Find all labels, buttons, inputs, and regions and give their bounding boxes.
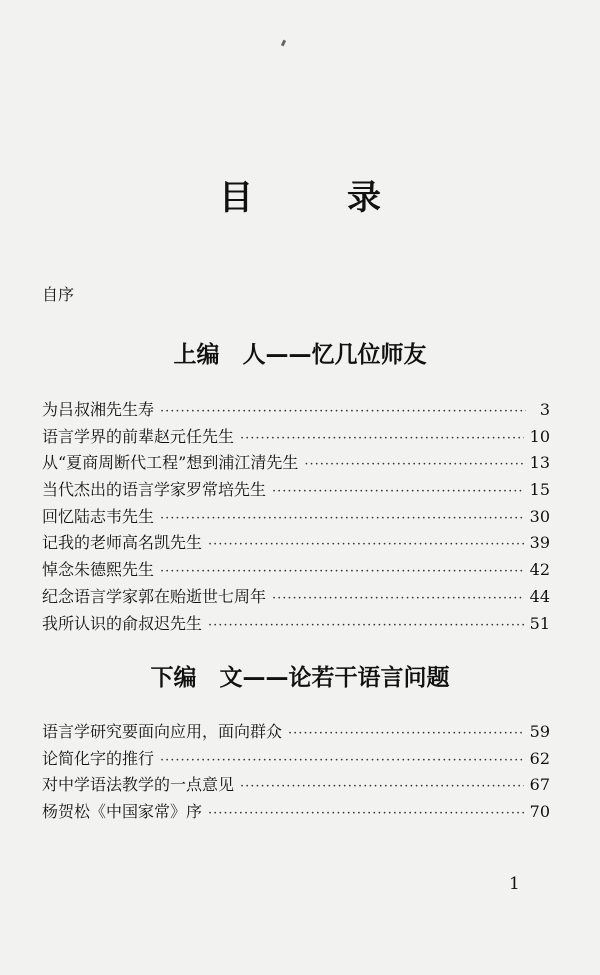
toc-entry-page: 67	[529, 775, 550, 795]
leader-dots	[272, 586, 524, 613]
toc-entry-page: 10	[529, 426, 550, 446]
page-number: 1	[509, 874, 520, 894]
toc-entry	[42, 772, 550, 799]
leader-dots	[272, 479, 524, 506]
leader-dots	[160, 559, 524, 586]
leader-dots	[160, 506, 524, 533]
toc-entry	[42, 611, 550, 638]
toc-entry	[42, 557, 550, 584]
leader-dots	[304, 452, 523, 479]
toc-entry-page: 15	[529, 480, 550, 500]
leader-dots	[240, 426, 524, 453]
toc-entry	[42, 450, 550, 477]
part2-heading: 下编 文——论若干语言问题	[150, 665, 450, 691]
toc-entry	[42, 530, 550, 557]
toc-entry-title: 我所认识的俞叔迟先生	[42, 613, 203, 633]
leader-dots	[208, 801, 524, 828]
toc-entry-title: 纪念语言学家郭在贻逝世七周年	[42, 586, 267, 606]
toc-entry-title: 悼念朱德熙先生	[42, 560, 155, 580]
leader-dots	[288, 721, 524, 748]
toc-entry-page: 39	[529, 533, 550, 553]
leader-dots	[160, 399, 526, 426]
toc-entry-page: 70	[529, 802, 550, 822]
toc-entry-page: 42	[529, 560, 550, 580]
leader-dots	[208, 613, 524, 640]
part2-toc	[42, 719, 550, 826]
toc-entry-title: 语言学界的前辈赵元任先生	[42, 426, 235, 446]
toc-entry-page: 51	[529, 613, 550, 633]
toc-entry	[42, 477, 550, 504]
toc-entry	[42, 504, 550, 531]
toc-entry-title: 语言学研究要面向应用，面向群众	[42, 722, 283, 741]
toc-entry	[42, 746, 550, 773]
toc-entry-page: 44	[529, 586, 550, 606]
toc-entry	[42, 424, 550, 451]
toc-entry-title: 杨贺松《中国家常》序	[42, 802, 203, 822]
leader-dots	[160, 748, 524, 775]
leader-dots	[208, 532, 524, 559]
toc-entry-title: 从“夏商周断代工程”想到浦江清先生	[42, 453, 299, 473]
page-title: 目 录	[219, 178, 411, 218]
toc-entry	[42, 719, 550, 746]
toc-entry-title: 当代杰出的语言学家罗常培先生	[42, 480, 267, 500]
toc-entry-title: 回忆陆志韦先生	[42, 506, 155, 526]
toc-entry-page: 3	[539, 400, 550, 419]
toc-entry-title: 为吕叔湘先生寿	[42, 400, 155, 419]
part1-heading: 上编 人——忆几位师友	[173, 342, 427, 368]
part1-toc	[42, 397, 550, 637]
toc-entry-title: 论简化字的推行	[42, 748, 155, 768]
toc-entry-title: 记我的老师高名凯先生	[42, 533, 203, 553]
toc-entry-page: 62	[529, 748, 550, 768]
toc-entry	[42, 584, 550, 611]
stray-mark	[281, 40, 286, 47]
toc-entry-page: 59	[529, 722, 550, 741]
toc-entry-page: 30	[529, 506, 550, 526]
toc-entry	[42, 799, 550, 826]
toc-entry-title: 对中学语法教学的一点意见	[42, 775, 235, 795]
preface-entry: 自序	[42, 285, 75, 304]
toc-entry	[42, 397, 550, 424]
toc-entry-page: 13	[529, 453, 550, 473]
leader-dots	[240, 774, 524, 801]
